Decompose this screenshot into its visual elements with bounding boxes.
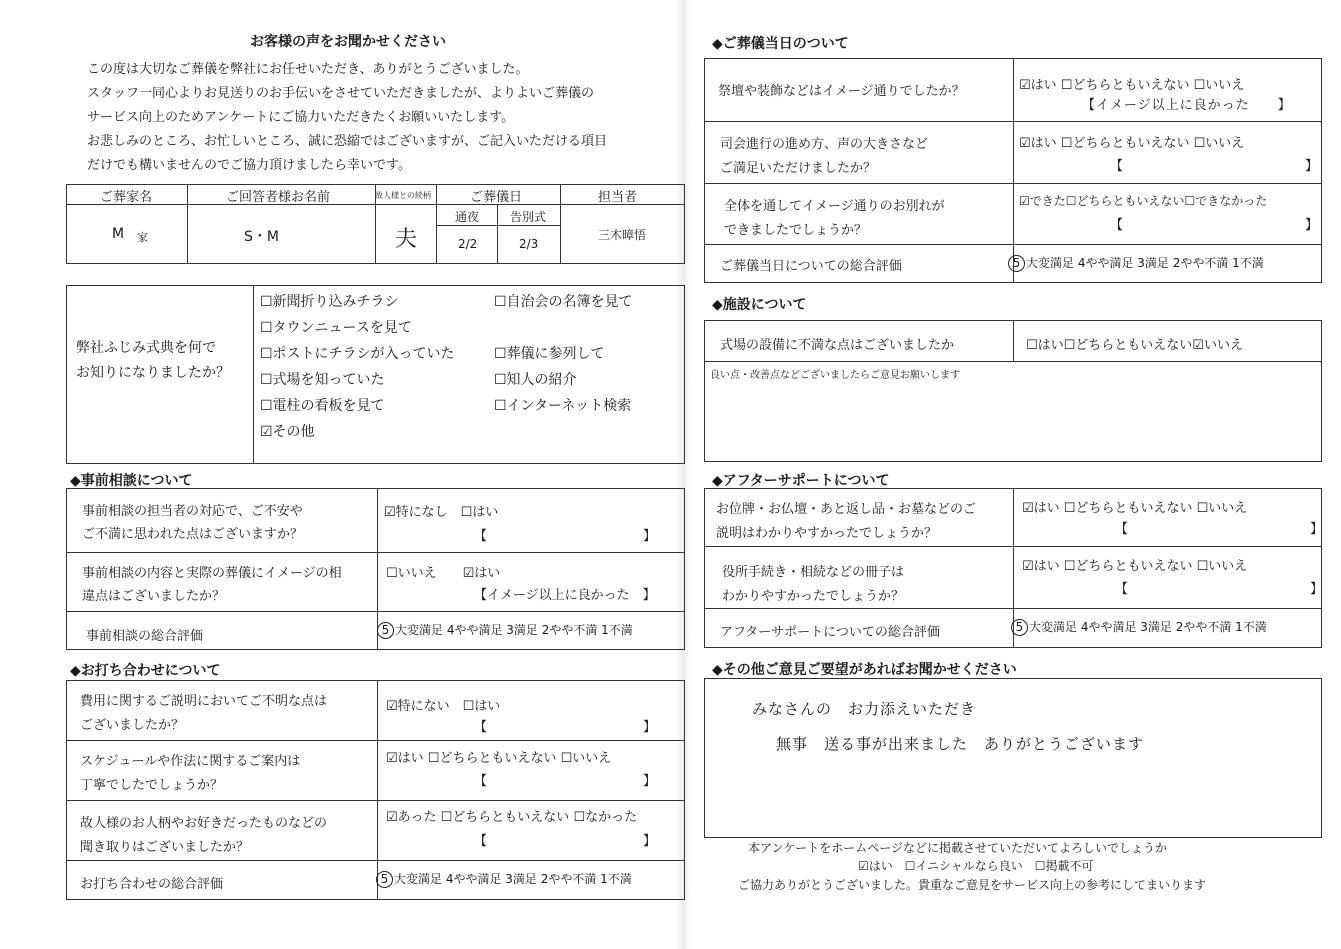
rating-scale: 大変満足 4やや満足 3満足 2やや不満 1不満 <box>1029 620 1267 634</box>
pre-q1-bracket[interactable]: 【 】 <box>474 529 657 544</box>
intro-line: だけでも構いませんのでご協力頂けましたら幸いです。 <box>87 158 411 173</box>
funeral-q3-options[interactable]: ☑できた☐どちらともいえない☐できなかった <box>1019 194 1268 208</box>
funeral-q1-options[interactable]: ☑はい ☐どちらともいえない ☐いいえ <box>1019 78 1245 93</box>
survey-title: お客様の声をお聞かせください <box>250 34 446 50</box>
source-option[interactable]: ☑その他 <box>260 424 315 440</box>
source-option[interactable]: ☐式場を知っていた <box>260 372 385 388</box>
rating-selected-5: 5 <box>376 871 393 888</box>
source-option[interactable]: ☐タウンニュースを見て <box>260 320 412 336</box>
handwritten-comment-line: みなさんの お力添えいただき <box>752 700 977 718</box>
after-q2-bracket[interactable]: 【 】 <box>1115 582 1324 597</box>
source-question: お知りになりましたか？ <box>76 365 230 381</box>
after-q1-options[interactable]: ☑はい ☐どちらともいえない ☐いいえ <box>1022 501 1248 516</box>
pre-q2: 違点はございましたか？ <box>82 589 226 604</box>
after-q1-bracket[interactable]: 【 】 <box>1115 522 1324 537</box>
after-q1: 説明はわかりやすかったでしょうか？ <box>716 526 938 541</box>
funeral-q1: 祭壇や装飾などはイメージ通りでしたか？ <box>718 84 965 99</box>
rating-scale: 大変満足 4やや満足 3満足 2やや不満 1不満 <box>394 872 632 886</box>
source-option[interactable]: ☐新聞折り込みチラシ <box>260 294 399 310</box>
meeting-overall: お打ち合わせの総合評価 <box>80 877 224 892</box>
after-rating[interactable] <box>1011 618 1267 636</box>
section-heading-after: ◆アフターサポートについて <box>712 473 890 489</box>
rating-selected-5: 5 <box>1008 255 1025 272</box>
after-q2: わかりやすかったでしょうか？ <box>722 589 905 604</box>
after-overall: アフターサポートについての総合評価 <box>720 625 940 640</box>
facility-q1-options[interactable]: ☐はい☐どちらともいえない☑いいえ <box>1026 338 1243 353</box>
meeting-q3-options[interactable]: ☑あった ☐どちらともいえない ☐なかった <box>386 810 638 825</box>
funeral-q2-options[interactable]: ☑はい ☐どちらともいえない ☐いいえ <box>1019 136 1245 151</box>
section-heading-pre: ◆事前相談について <box>70 473 193 489</box>
funeral-q3-bracket[interactable]: 【 】 <box>1110 218 1319 233</box>
meeting-q2-bracket[interactable]: 【 】 <box>474 774 657 789</box>
family-value: M <box>112 226 125 242</box>
header-staff: 担当者 <box>598 190 638 205</box>
after-q1: お位牌・お仏壇・あと返し品・お墓などのご <box>716 502 977 517</box>
meeting-rating[interactable] <box>376 870 632 888</box>
funeral-q2: ご満足いただけましたか？ <box>720 161 877 176</box>
pre-q1-options[interactable]: ☑特になし ☐はい <box>384 505 499 520</box>
header-relation: 故人様との続柄 <box>375 191 431 200</box>
source-option[interactable]: ☐葬儀に参列して <box>494 346 605 362</box>
source-option[interactable]: ☐自治会の名簿を見て <box>494 294 633 310</box>
meeting-q3: 聞き取りはございましたか？ <box>80 840 250 855</box>
header-name: ご回答者様お名前 <box>226 190 331 205</box>
pre-q1: 事前相談の担当者の対応で、ご不安や <box>82 504 303 519</box>
source-option[interactable]: ☐電柱の看板を見て <box>260 398 385 414</box>
source-option[interactable]: ☐インターネット検索 <box>494 398 632 414</box>
tsuya-date: 2/2 <box>458 237 478 251</box>
rating-scale: 大変満足 4やや満足 3満足 2やや不満 1不満 <box>1026 256 1264 270</box>
funeral-q3: 全体を通してイメージ通りのお別れが <box>724 199 945 214</box>
meeting-q1-options[interactable]: ☑特にない ☐はい <box>386 699 501 714</box>
rating-selected-5: 5 <box>377 622 394 639</box>
facility-comment-area[interactable] <box>708 380 1316 456</box>
meeting-q1: 費用に関するご説明においてご不明な点は <box>80 694 328 709</box>
rating-selected-5: 5 <box>1011 619 1028 636</box>
kokubetsu-date: 2/3 <box>519 237 539 251</box>
section-heading-other: ◆その他ご意見ご要望があればお聞かせください <box>712 662 1017 678</box>
source-question: 弊社ふじみ式典を何で <box>76 340 216 356</box>
pre-q2-options[interactable]: ☐いいえ ☑はい <box>386 566 501 581</box>
meeting-q2-options[interactable]: ☑はい ☐どちらともいえない ☐いいえ <box>386 751 612 766</box>
section-heading-meeting: ◆お打ち合わせについて <box>70 663 221 679</box>
after-q2-options[interactable]: ☑はい ☐どちらともいえない ☐いいえ <box>1022 559 1248 574</box>
family-suffix: 家 <box>137 231 148 244</box>
funeral-q2: 司会進行の進め方、声の大きさなど <box>720 137 929 152</box>
intro-line: お悲しみのところ、お忙しいところ、誠に恐縮ではございますが、ご記入いただける項目 <box>87 134 608 149</box>
funeral-q2-bracket[interactable]: 【 】 <box>1110 159 1319 174</box>
funeral-q3: できましたでしょうか？ <box>724 223 868 238</box>
funeral-rating[interactable] <box>1008 254 1264 272</box>
funeral-overall: ご葬儀当日についての総合評価 <box>720 259 902 274</box>
staff-value: 三木暲悟 <box>598 228 647 242</box>
header-date: ご葬儀日 <box>470 190 523 205</box>
pre-q1: ご不満に思われた点はございますか？ <box>82 527 304 542</box>
facility-comment-label: 良い点・改善点などございましたらご意見お願いします <box>710 370 960 381</box>
footer-consent-question: 本アンケートをホームページなどに掲載させていただいてよろしいでしょうか <box>748 841 1168 855</box>
pre-overall: 事前相談の総合評価 <box>86 629 204 644</box>
pre-rating[interactable] <box>377 621 633 639</box>
pre-q2: 事前相談の内容と実際の葬儀にイメージの相 <box>82 566 342 581</box>
meeting-q3-bracket[interactable]: 【 】 <box>474 834 657 849</box>
header-family: ご葬家名 <box>100 190 153 205</box>
section-heading-facility: ◆施設について <box>712 297 807 313</box>
name-value: S・M <box>244 229 279 245</box>
source-option[interactable]: ☐ポストにチラシが入っていた <box>260 346 455 362</box>
header-kokubetsu: 告別式 <box>510 210 547 224</box>
funeral-q1-bracket[interactable]: 【イメージ以上に良かった 】 <box>1082 98 1292 113</box>
rating-scale: 大変満足 4やや満足 3満足 2やや不満 1不満 <box>395 623 633 637</box>
footer-consent-options[interactable]: ☑はい ☐イニシャルなら良い ☐掲載不可 <box>858 859 1094 873</box>
meeting-q1: ございましたか？ <box>80 718 185 733</box>
facility-q1: 式場の設備に不満な点はございましたか <box>720 338 955 353</box>
footer-thanks: ご協力ありがとうございました。貴重なご意見をサービス向上の参考にしてまいります <box>738 878 1207 892</box>
header-tsuya: 通夜 <box>455 210 480 224</box>
meeting-q3: 故人様のお人柄やお好きだったものなどの <box>80 816 328 831</box>
meeting-q2: 丁寧でしたでしょうか？ <box>80 778 224 793</box>
section-heading-funeral-day: ◆ご葬儀当日のついて <box>712 36 849 52</box>
pre-q2-bracket[interactable]: 【イメージ以上に良かった 】 <box>474 588 656 603</box>
meeting-q1-bracket[interactable]: 【 】 <box>474 720 657 735</box>
intro-line: この度は大切なご葬儀を弊社にお任せいただき、ありがとうございました。 <box>87 62 529 77</box>
after-q2: 役所手続き・相続などの冊子は <box>722 565 905 580</box>
intro-line: サービス向上のためアンケートにご協力いただきたくお願いいたします。 <box>87 110 515 125</box>
handwritten-comment-line: 無事 送る事が出来ました ありがとうございます <box>776 735 1145 753</box>
source-option[interactable]: ☐知人の紹介 <box>494 372 577 388</box>
meeting-q2: スケジュールや作法に関するご案内は <box>80 754 301 769</box>
intro-line: スタッフ一同心よりお見送りのお手伝いをさせていただきましたが、よりよいご葬儀の <box>87 86 595 101</box>
relation-value: 夫 <box>395 227 419 252</box>
